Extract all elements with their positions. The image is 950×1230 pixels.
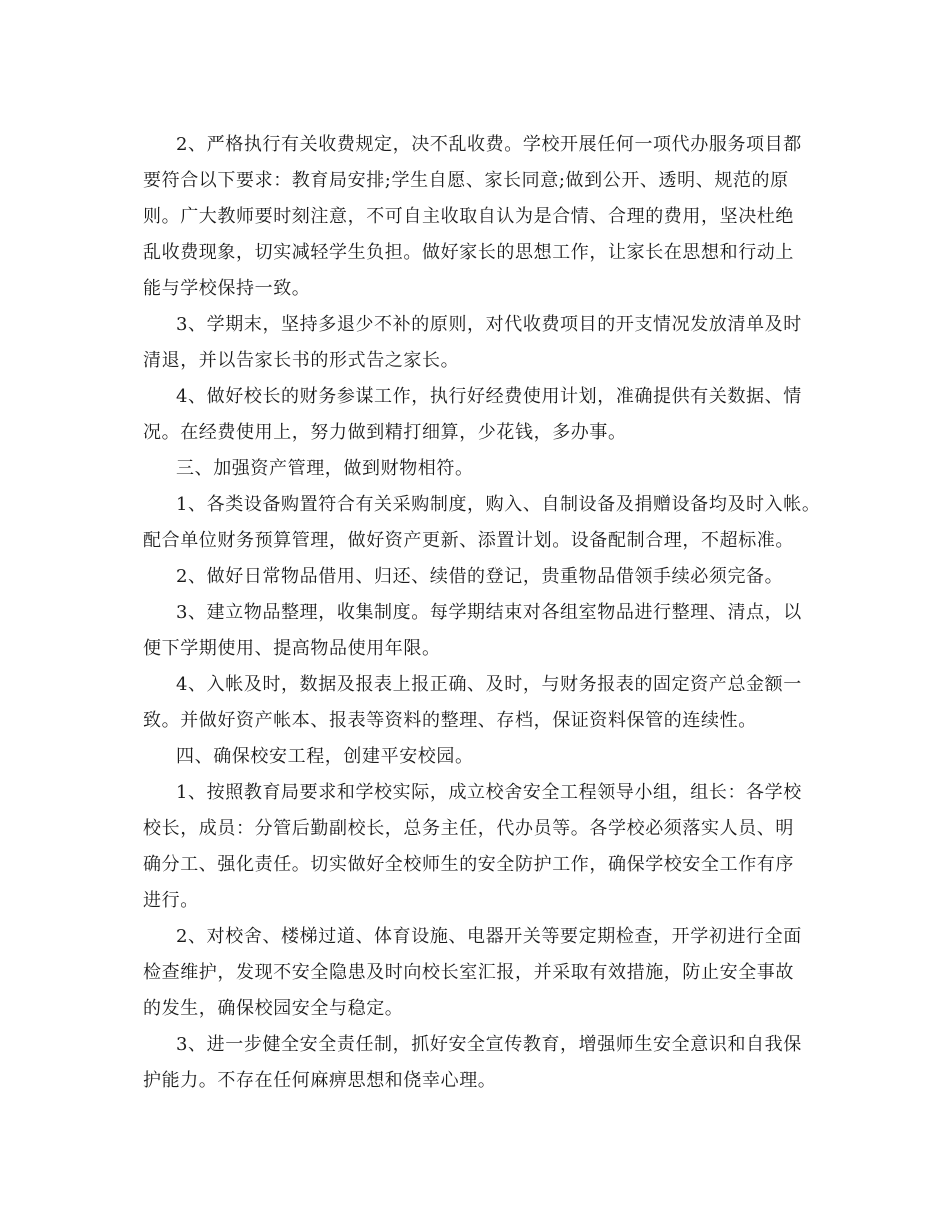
text-line: 1、按照教育局要求和学校实际，成立校舍安全工程领导小组，组长：各学校 <box>176 782 802 803</box>
text-line: 便下学期使用、提高物品使用年限。 <box>143 638 441 659</box>
text-line: 能与学校保持一致。 <box>143 278 311 299</box>
text-line: 2、做好日常物品借用、归还、续借的登记，贵重物品借领手续必须完备。 <box>176 566 784 587</box>
text-line: 3、进一步健全安全责任制，抓好安全宣传教育，增强师生安全意识和自我保 <box>176 1034 802 1055</box>
text-line: 则。广大教师要时刻注意，不可自主收取自认为是合情、合理的费用，坚决杜绝 <box>143 206 794 227</box>
text-line: 校长，成员：分管后勤副校长，总务主任，代办员等。各学校必须落实人员、明 <box>143 818 794 839</box>
text-line: 清退，并以告家长书的形式告之家长。 <box>143 350 460 371</box>
text-line: 配合单位财务预算管理，做好资产更新、添置计划。设备配制合理，不超标准。 <box>143 530 794 551</box>
text-line: 况。在经费使用上，努力做到精打细算，少花钱，多办事。 <box>143 422 627 443</box>
text-line: 进行。 <box>143 890 199 911</box>
text-line: 4、做好校长的财务参谋工作，执行好经费使用计划，准确提供有关数据、情 <box>176 386 802 407</box>
text-line: 乱收费现象，切实减轻学生负担。做好家长的思想工作，让家长在思想和行动上 <box>143 242 794 263</box>
text-line: 2、严格执行有关收费规定，决不乱收费。学校开展任何一项代办服务项目都 <box>176 134 802 155</box>
section-heading: 三、加强资产管理，做到财物相符。 <box>176 458 474 479</box>
text-line: 3、学期末，坚持多退少不补的原则，对代收费项目的开支情况发放清单及时 <box>176 314 802 335</box>
section-heading: 四、确保校安工程，创建平安校园。 <box>176 746 474 767</box>
text-line: 1、各类设备购置符合有关采购制度，购入、自制设备及捐赠设备均及时入帐。 <box>176 494 821 515</box>
text-line: 2、对校舍、楼梯过道、体育设施、电器开关等要定期检查，开学初进行全面 <box>176 926 802 947</box>
text-line: 4、入帐及时，数据及报表上报正确、及时，与财务报表的固定资产总金额一 <box>176 674 802 695</box>
text-line: 确分工、强化责任。切实做好全校师生的安全防护工作，确保学校安全工作有序 <box>143 854 794 875</box>
text-line: 致。并做好资产帐本、报表等资料的整理、存档，保证资料保管的连续性。 <box>143 710 757 731</box>
text-line: 护能力。不存在任何麻痹思想和侥幸心理。 <box>143 1070 497 1091</box>
text-line: 3、建立物品整理，收集制度。每学期结束对各组室物品进行整理、清点，以 <box>176 602 802 623</box>
text-line: 要符合以下要求：教育局安排;学生自愿、家长同意;做到公开、透明、规范的原 <box>143 170 789 191</box>
text-line: 的发生，确保校园安全与稳定。 <box>143 998 404 1019</box>
text-line: 检查维护，发现不安全隐患及时向校长室汇报，并采取有效措施，防止安全事故 <box>143 962 794 983</box>
